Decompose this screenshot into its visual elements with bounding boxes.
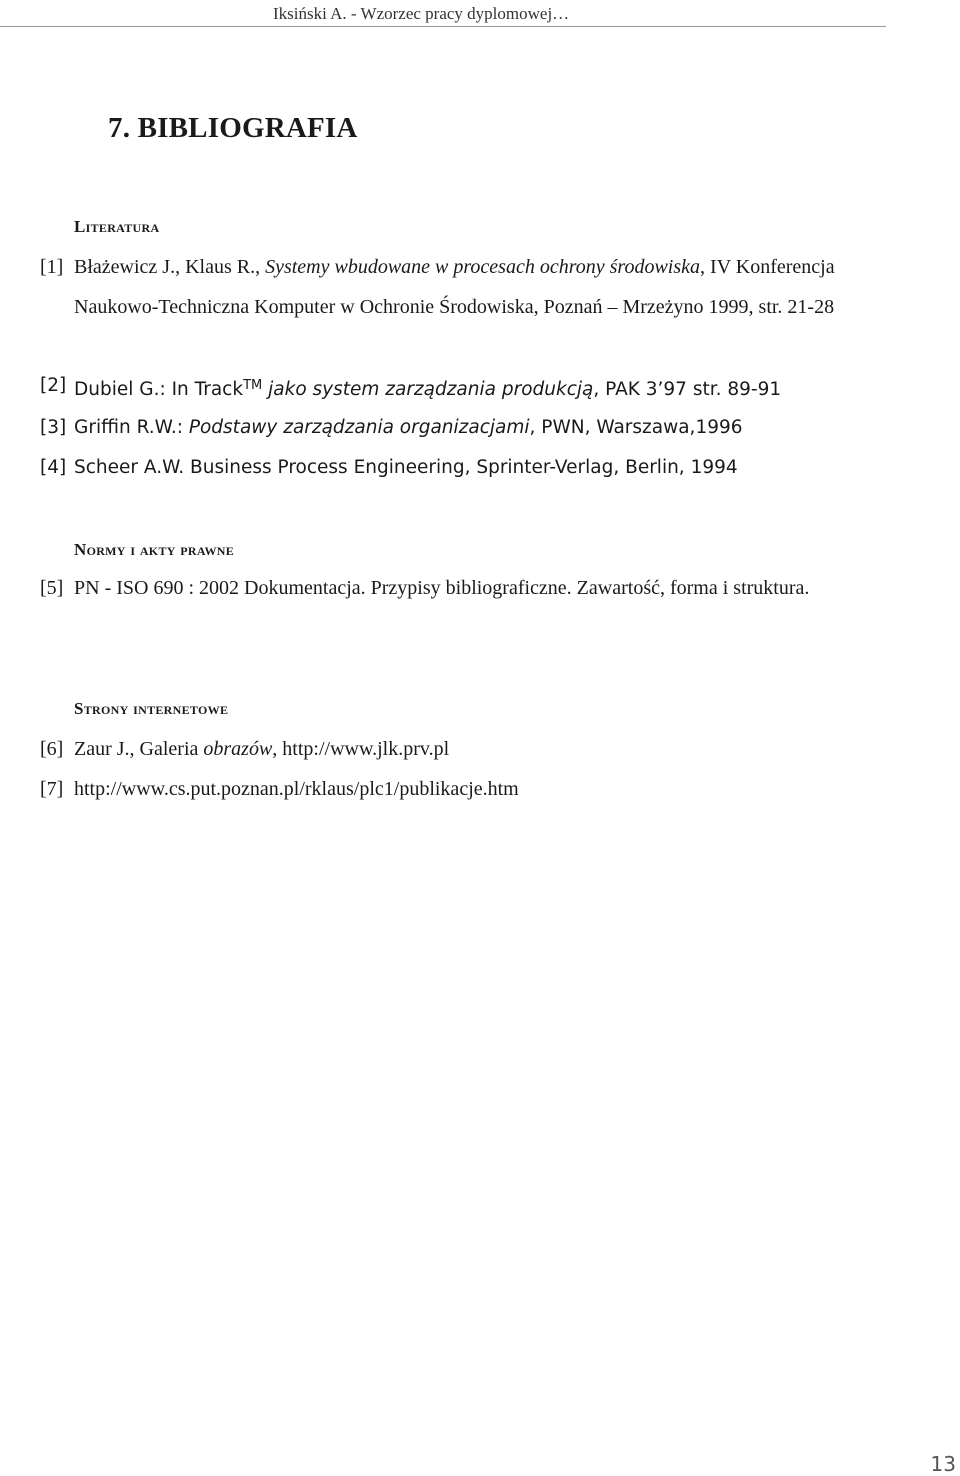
entry-number: [2]	[40, 375, 67, 396]
entry-text: Błażewicz J., Klaus R., Systemy wbudowane w procesach ochrony środowiska, IV Konferencja Naukowo-Techniczna Komputer w Ochronie Środowiska, Poznań – Mrzeżyno 1999, str. 21-28	[74, 256, 835, 318]
entry-number: [3]	[40, 417, 67, 438]
entry-title: jako system zarządzania produkcją	[268, 379, 594, 400]
entry-author: Dubiel G.: In Track	[74, 379, 244, 400]
bibliography-entry-1	[40, 247, 850, 327]
bibliography-entry-4	[40, 448, 850, 488]
entry-details: , http://www.jlk.prv.pl	[272, 738, 450, 760]
entry-text: PN - ISO 690 : 2002 Dokumentacja. Przypisy bibliograficzne. Zawartość, forma i struktura.	[74, 577, 810, 599]
section-heading-literatura: Literatura	[74, 217, 160, 236]
entry-author: Griffin R.W.:	[74, 417, 183, 438]
bibliography-entry-5	[40, 568, 850, 608]
entry-title: Podstawy zarządzania organizacjami	[188, 417, 530, 438]
page-number: 13	[930, 1452, 956, 1476]
entry-number: [1]	[40, 256, 64, 278]
running-header	[0, 0, 886, 27]
entry-author: Zaur J., Galeria	[74, 738, 199, 760]
bibliography-entry-6	[40, 729, 850, 769]
entry-title: obrazów	[203, 738, 273, 760]
entry-text	[74, 366, 850, 410]
entry-text	[74, 408, 850, 448]
entry-details: , PAK 3’97 str. 89-91	[593, 379, 782, 400]
bibliography-entry-2	[40, 366, 850, 410]
entry-number: [7]	[40, 778, 64, 800]
header-text: Iksiński A. - Wzorzec pracy dyplomowej…	[273, 4, 570, 23]
section-heading-normy: Normy i akty prawne	[74, 540, 235, 559]
entry-details: , PWN, Warszawa,1996	[529, 417, 743, 438]
entry-details: Business Process Engineering, Sprinter-Verlag, Berlin, 1994	[190, 457, 738, 478]
entry-details: , IV Konferencja Naukowo-Techniczna Komputer w Ochronie Środowiska, Poznań – Mrzeżyno 1999, str. 21-28	[74, 256, 835, 318]
section-heading-strony: Strony internetowe	[74, 699, 229, 718]
entry-author: Scheer A.W.	[74, 457, 185, 478]
entry-title: Systemy wbudowane w procesach ochrony środowiska	[265, 256, 701, 278]
entry-number: [6]	[40, 738, 64, 760]
entry-author: Błażewicz J., Klaus R.	[74, 256, 256, 278]
entry-number: [4]	[40, 457, 67, 478]
bibliography-entry-7	[40, 769, 850, 809]
entry-text	[74, 448, 850, 488]
bibliography-entry-3	[40, 408, 850, 448]
entry-text	[74, 729, 850, 769]
trademark-mark: TM	[243, 378, 263, 393]
chapter-title: 7. BIBLIOGRAFIA	[108, 112, 358, 144]
entry-url: http://www.cs.put.poznan.pl/rklaus/plc1/publikacje.htm	[74, 778, 519, 800]
entry-number: [5]	[40, 577, 64, 599]
